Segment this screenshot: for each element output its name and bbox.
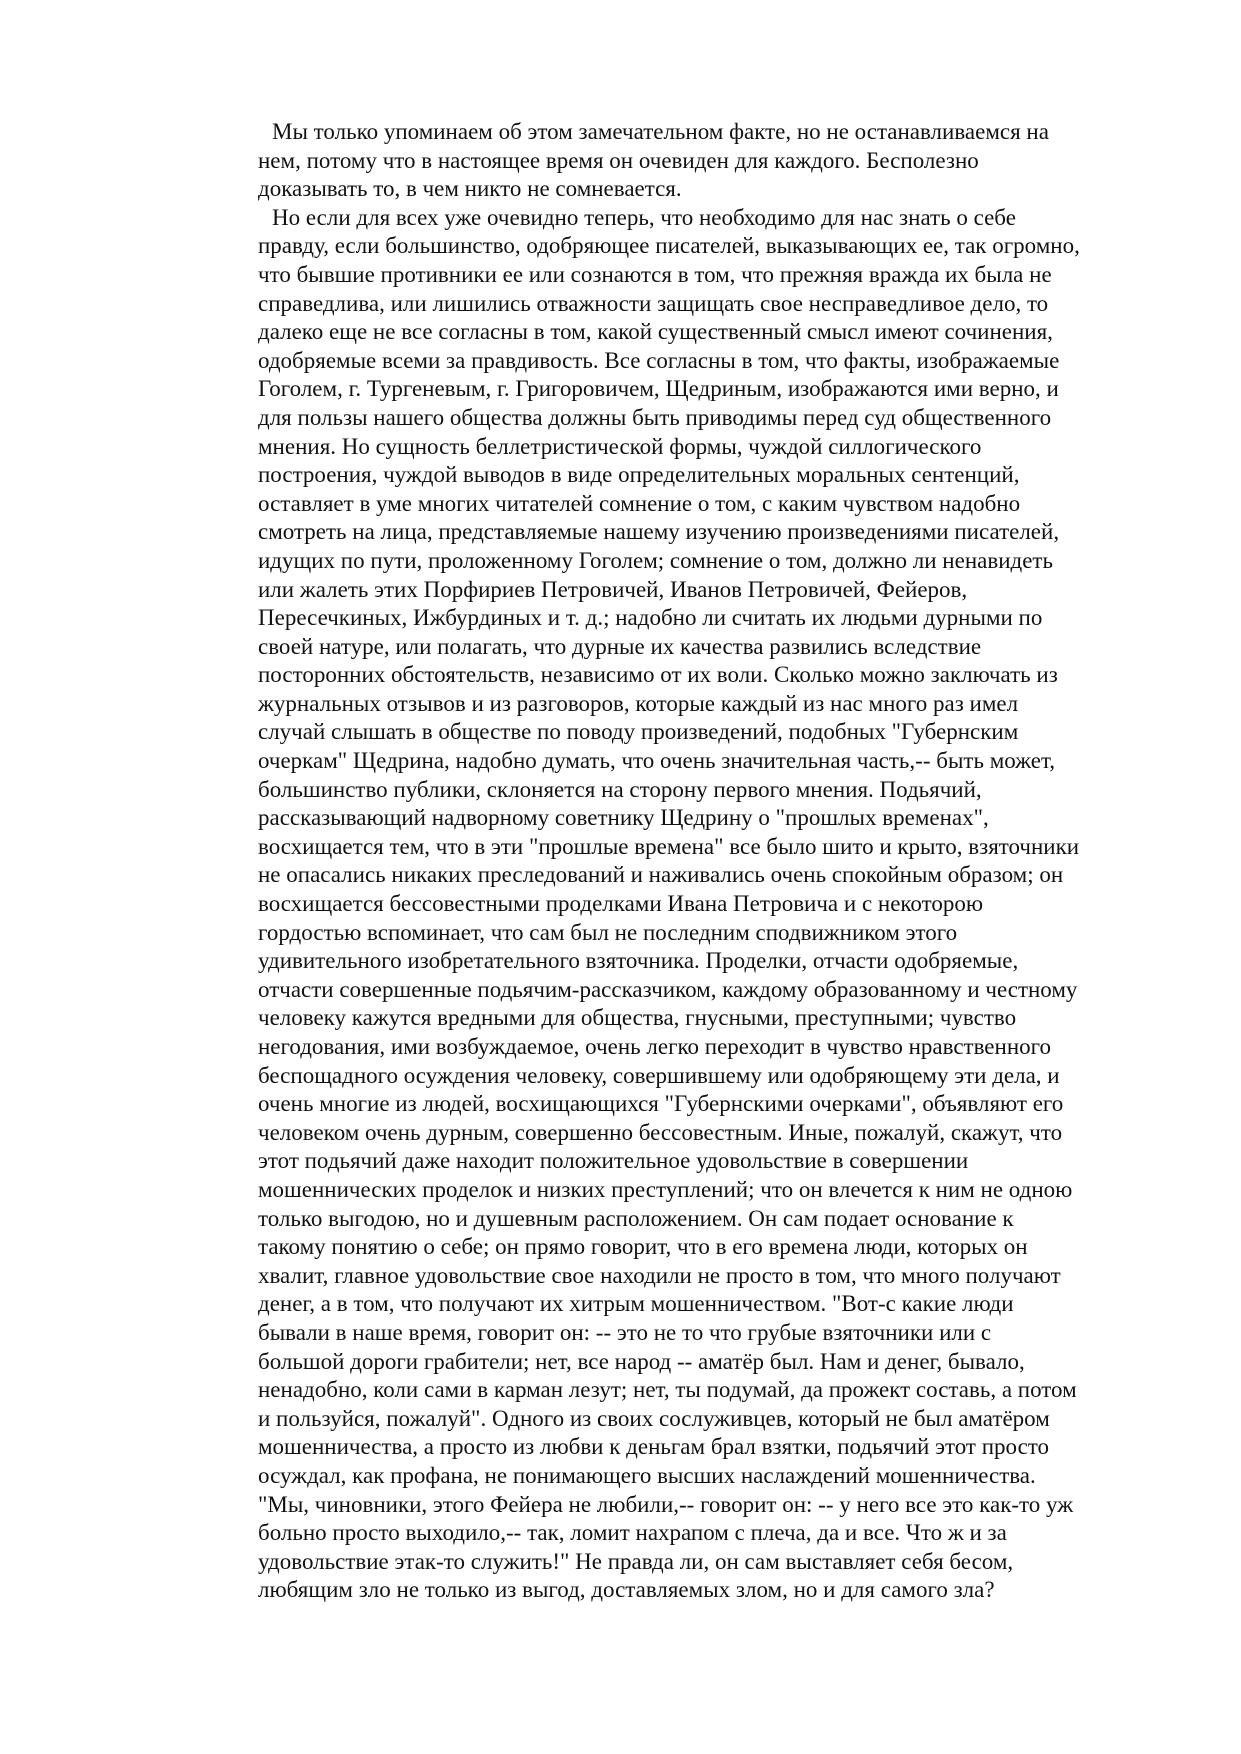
text-line: Пересечкиных, Ижбурдиных и т. д.; надобно ли считать их людьми дурными по [258, 605, 1043, 631]
text-line: Но если для всех уже очевидно теперь, что необходимо для нас знать о себе [272, 204, 1016, 230]
text-line: или жалеть этих Порфириев Петровичей, Иванов Петровичей, Фейеров, [258, 576, 968, 602]
text-line: не опасались никаких преследований и наживались очень спокойным образом; он [258, 862, 1064, 888]
text-line: далеко еще не все согласны в том, какой существенный смысл имеют сочинения, [258, 319, 1053, 345]
text-line: негодования, ими возбуждаемое, очень легко переходит в чувство нравственного [258, 1034, 1051, 1059]
text-line: своей натуре, или полагать, что дурные их качества развились вследствие [258, 633, 982, 659]
text-line: одобряемые всеми за правдивость. Все согласны в том, что факты, изображаемые [258, 347, 1060, 373]
text-line: очеркам" Щедрина, надобно думать, что очень значительная часть,-- быть может, [258, 748, 1056, 774]
text-line: Гоголем, г. Тургеневым, г. Григоровичем, Щедриным, изображаются ими верно, и [258, 376, 1059, 402]
text-line: беспощадного осуждения человеку, совершившему или одобряющему эти дела, и [258, 1062, 1060, 1088]
text-line: хвалит, главное удовольствие свое находили не просто в том, что много получают [258, 1262, 1061, 1288]
text-line: удовольствие этак-то служить!" Не правда ли, он сам выставляет себя бесом, [258, 1548, 1014, 1574]
text-line: идущих по пути, проложенному Гоголем; сомнение о том, должно ли ненавидеть [258, 547, 1053, 573]
text-line: журнальных отзывов и из разговоров, которые каждый из нас много раз имел [258, 690, 1019, 716]
text-line: восхищается бессовестными проделками Ивана Петровича и с некоторою [258, 891, 984, 917]
text-line: справедлива, или лишились отважности защищать свое несправедливое дело, то [258, 290, 1049, 316]
text-line: для пользы нашего общества должны быть приводимы перед суд общественного [258, 404, 1052, 430]
text-line: построения, чуждой выводов в виде определительных моральных сентенций, [258, 462, 1020, 488]
text-line: правду, если большинство, одобряющее писателей, выказывающих ее, так огромно, [258, 233, 1080, 259]
text-line: Мы только упоминаем об этом замечательном факте, но не останавливаемся на [272, 119, 1049, 144]
text-line: посторонних обстоятельств, независимо от их воли. Сколько можно заключать из [258, 662, 1058, 688]
text-line: удивительного изобретательного взяточника. Проделки, отчасти одобряемые, [258, 948, 1019, 974]
text-line: любящим зло не только из выгод, доставляемых злом, но и для самого зла? [258, 1577, 995, 1603]
text-line: больно просто выходило,-- так, ломит нахрапом с плеча, да и все. Что ж и за [258, 1520, 1007, 1546]
text-line: человеком очень дурным, совершенно бессовестным. Иные, пожалуй, скажут, что [258, 1119, 1063, 1145]
text-line: мнения. Но сущность беллетристической формы, чуждой силлогического [258, 433, 982, 459]
text-line: осуждал, как профана, не понимающего высших наслаждений мошенничества. [258, 1462, 1036, 1488]
text-line: "Мы, чиновники, этого Фейера не любили,-- говорит он: -- у него все это как-то уж [258, 1491, 1074, 1517]
text-line: отчасти совершенные подьячим-рассказчиком, каждому образованному и честному [258, 976, 1078, 1002]
text-line: нем, потому что в настоящее время он очевиден для каждого. Бесполезно [258, 147, 979, 173]
text-line: большой дороги грабители; нет, все народ -- аматёр был. Нам и денег, бывало, [258, 1348, 1025, 1374]
text-line: доказывать то, в чем никто не сомневается. [258, 176, 682, 202]
paragraph-2 [258, 204, 1158, 1605]
text-line: человеку кажутся вредными для общества, гнусными, преступными; чувство [258, 1005, 1017, 1031]
text-line: бывали в наше время, говорит он: -- это не то что грубые взяточники или с [258, 1319, 992, 1345]
text-line: мошеннических проделок и низких преступлений; что он влечется к ним не одною [258, 1176, 1073, 1202]
text-line: случай слышать в обществе по поводу произведений, подобных "Губернским [258, 719, 1019, 745]
text-line: смотреть на лица, представляемые нашему изучению произведениями писателей, [258, 519, 1060, 545]
text-line: очень многие из людей, восхищающихся "Губернскими очерками", объявляют его [258, 1091, 1064, 1117]
text-line: рассказывающий надворному советнику Щедрину о "прошлых временах", [258, 805, 989, 831]
text-line: восхищается тем, что в эти "прошлые времена" все было шито и крыто, взяточники [258, 833, 1080, 859]
text-line: ненадобно, коли сами в карман лезут; нет, ты подумай, да прожект составь, а потом [258, 1377, 1077, 1403]
text-line: что бывшие противники ее или сознаются в том, что прежняя вражда их была не [258, 261, 1052, 287]
text-line: оставляет в уме многих читателей сомнение о том, с каким чувством надобно [258, 490, 1021, 516]
text-line: только выгодою, но и душевным расположением. Он сам подает основание к [258, 1205, 1014, 1231]
text-line: гордостью вспоминает, что сам был не последним сподвижником этого [258, 919, 958, 945]
text-line: этот подьячий даже находит положительное удовольствие в совершении [258, 1148, 969, 1174]
text-line: мошенничества, а просто из любви к деньгам брал взятки, подьячий этот просто [258, 1434, 1050, 1460]
text-line: денег, а в том, что получают их хитрым мошенничеством. "Вот-с какие люди [258, 1291, 1014, 1317]
text-line: и пользуйся, пожалуй". Одного из своих сослуживцев, который не был аматёром [258, 1405, 1050, 1431]
paragraph-1 [258, 118, 1158, 204]
text-line: большинство публики, склоняется на сторону первого мнения. Подьячий, [258, 776, 982, 802]
text-line: такому понятию о себе; он прямо говорит, что в его времена люди, которых он [258, 1234, 1028, 1260]
document-page [258, 118, 1158, 1605]
